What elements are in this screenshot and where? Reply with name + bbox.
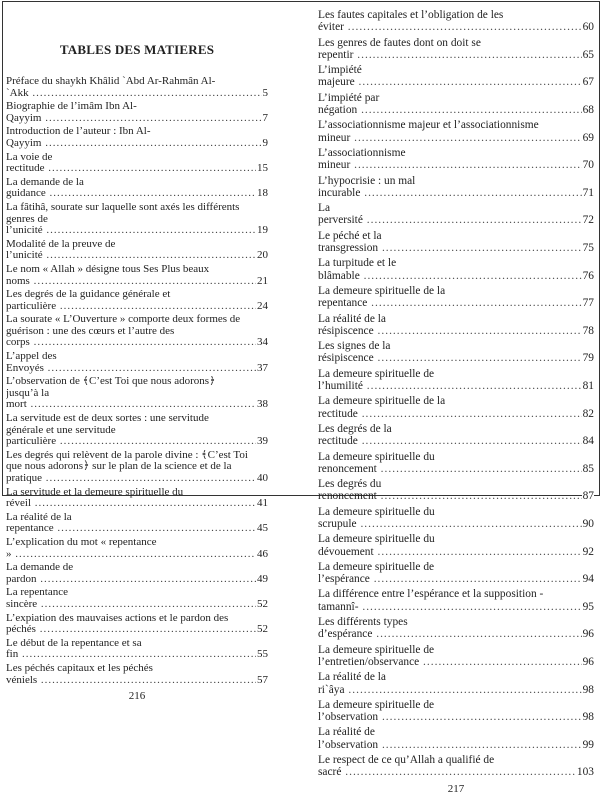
toc-entry-title: L’observation de ﴾C’est Toi que nous adorons﴿ jusqu’à la mort ..... [6, 376, 268, 410]
toc-entry-page: 76 [582, 269, 594, 282]
toc-entry-page: 78 [582, 324, 594, 337]
toc-entry [318, 340, 594, 365]
toc-entry [318, 257, 594, 282]
toc-entry-page: 94 [582, 573, 594, 586]
toc-entry [6, 376, 268, 411]
toc-entry [318, 37, 594, 62]
toc-entry [6, 613, 268, 636]
toc-entry-title: La réalité de la repentance ..... [6, 512, 268, 535]
toc-entry [318, 533, 594, 558]
toc-entry-title: La demeure spirituelle de l’humilité ..... [318, 368, 594, 392]
toc-entry [6, 638, 268, 661]
toc-entry-page: 15 [257, 162, 268, 175]
toc-entry-page: 49 [257, 572, 268, 585]
toc-entry-page: 79 [582, 352, 594, 365]
toc-entry-page: 96 [582, 628, 594, 641]
toc-entry-page: 92 [582, 545, 594, 558]
toc-entry-title: Introduction de l’auteur : Ibn Al-Qayyim ..... [6, 126, 268, 149]
toc-entry [6, 413, 268, 448]
toc-entry-page: 18 [257, 187, 268, 200]
toc-list-right [318, 9, 594, 779]
toc-entry-page: 68 [582, 104, 594, 117]
toc-entry-title: La demeure spirituelle de l’entretien/observance ..... [318, 644, 594, 668]
toc-entry [318, 175, 594, 200]
toc-entry-title: L’associationnisme mineur ..... [318, 147, 594, 171]
toc-entry [318, 64, 594, 89]
toc-entry [6, 239, 268, 262]
page-title: TABLES DES MATIERES [59, 42, 215, 57]
toc-entry-page: 7 [262, 111, 268, 124]
toc-entry [318, 313, 594, 338]
toc-entry [318, 561, 594, 586]
toc-entry-page: 99 [582, 738, 594, 751]
toc-entry [6, 587, 268, 610]
toc-entry [318, 451, 594, 476]
toc-entry-title: La réalité de l’observation ..... [318, 726, 594, 750]
toc-entry-title: Les degrés de la rectitude ..... [318, 423, 594, 447]
toc-entry-title: La demeure spirituelle de la rectitude ..... [318, 395, 594, 419]
toc-entry [6, 663, 268, 686]
toc-entry-title: La demeure spirituelle de la repentance ..... [318, 285, 594, 309]
toc-entry-page: 82 [582, 407, 594, 420]
toc-entry [6, 177, 268, 200]
toc-entry-title: La sourate « L’Ouverture » comporte deux formes de guérison : une des cœurs et l’autre des corps ..... [6, 314, 268, 348]
toc-entry [6, 562, 268, 585]
toc-entry-title: La réalité de la résipiscence ..... [318, 313, 594, 337]
toc-entry-page: 52 [257, 623, 268, 636]
toc-entry-title: La demeure spirituelle de l’espérance ..... [318, 561, 594, 585]
toc-entry-page: 85 [582, 462, 594, 475]
toc-entry-title: Les signes de la résipiscence ..... [318, 340, 594, 364]
toc-entry-page: 65 [582, 48, 594, 61]
toc-entry-title: L’impiété par négation ..... [318, 92, 594, 116]
toc-entry-title: L’impiété majeure ..... [318, 64, 594, 88]
toc-entry-title: Le début de la repentance et sa fin ..... [6, 638, 268, 661]
toc-entry-page: 84 [582, 435, 594, 448]
toc-entry [6, 512, 268, 535]
toc-entry-title: La réalité de la ri`âya ..... [318, 671, 594, 695]
toc-entry-title: La repentance sincère ..... [6, 587, 268, 610]
toc-entry [318, 147, 594, 172]
toc-entry-title: La demeure spirituelle de l’observation ..... [318, 699, 594, 723]
toc-entry-page: 69 [582, 131, 594, 144]
right-page [318, 9, 594, 795]
toc-entry-page: 98 [582, 711, 594, 724]
toc-entry [318, 671, 594, 696]
toc-entry-title: Les degrés du renoncement ..... [318, 478, 594, 502]
toc-entry [6, 126, 268, 149]
toc-entry [318, 119, 594, 144]
toc-entry-page: 39 [257, 435, 268, 448]
toc-entry [6, 152, 268, 175]
toc-entry-title: Modalité de la preuve de l’unicité ..... [6, 239, 268, 262]
toc-entry-page: 24 [257, 299, 268, 312]
toc-entry [318, 726, 594, 751]
toc-entry-title: La servitude est de deux sortes : une servitude générale et une servitude particulière ..... [6, 413, 268, 447]
toc-entry-page: 60 [582, 21, 594, 34]
toc-entry-page: 38 [257, 398, 268, 411]
toc-entry [318, 423, 594, 448]
toc-entry [318, 368, 594, 393]
toc-entry-title: La fâtihâ, sourate sur laquelle sont axés les différents genres de l’unicité ..... [6, 202, 268, 236]
toc-entry [6, 487, 268, 510]
toc-entry-page: 75 [582, 242, 594, 255]
toc-entry-title: Les degrés de la guidance générale et particulière ..... [6, 289, 268, 312]
toc-entry [6, 264, 268, 287]
toc-entry-page: 52 [257, 597, 268, 610]
toc-entry [318, 202, 594, 227]
toc-entry-title: La turpitude et le blâmable ..... [318, 257, 594, 281]
toc-entry-page: 57 [257, 673, 268, 686]
toc-entry [318, 699, 594, 724]
toc-entry-title: L’hypocrisie : un mal incurable ..... [318, 175, 594, 199]
toc-entry-title: La demeure spirituelle du renoncement ..... [318, 451, 594, 475]
toc-entry-title: La demeure spirituelle du scrupule ..... [318, 506, 594, 530]
toc-entry-title: L’appel des Envoyés ..... [6, 351, 268, 374]
toc-list-left [6, 76, 268, 686]
toc-entry-page: 46 [257, 547, 268, 560]
toc-entry-page: 90 [582, 517, 594, 530]
toc-entry [6, 537, 268, 560]
toc-entry-page: 87 [582, 490, 594, 503]
toc-entry [318, 616, 594, 641]
toc-entry-page: 55 [257, 648, 268, 661]
toc-entry [318, 478, 594, 503]
toc-entry [6, 314, 268, 349]
toc-entry-page: 95 [582, 600, 594, 613]
toc-entry-page: 21 [257, 274, 268, 287]
toc-entry [6, 76, 268, 99]
toc-entry-page: 81 [582, 380, 594, 393]
toc-entry-title: Préface du shaykh Khâlid `Abd Ar-Rahmân Al-`Akk ..... [6, 76, 268, 99]
toc-entry [318, 9, 594, 34]
toc-entry-page: 70 [582, 159, 594, 172]
toc-entry-page: 9 [262, 136, 268, 149]
toc-entry [318, 92, 594, 117]
toc-entry-title: Biographie de l’imâm Ibn Al-Qayyim ..... [6, 101, 268, 124]
toc-entry-page: 45 [257, 522, 268, 535]
toc-entry-title: La demande de la guidance ..... [6, 177, 268, 200]
toc-entry-page: 77 [582, 297, 594, 310]
toc-entry [6, 202, 268, 237]
page-number-left: 216 [128, 690, 146, 703]
toc-entry [318, 395, 594, 420]
toc-entry-title: Les fautes capitales et l’obligation de les éviter ..... [318, 9, 594, 33]
toc-entry-page: 96 [582, 655, 594, 668]
toc-entry-page: 67 [582, 76, 594, 89]
page-number-right: 217 [447, 782, 465, 795]
toc-entry [6, 289, 268, 312]
toc-entry [318, 230, 594, 255]
toc-entry-title: La servitude et la demeure spirituelle du réveil ..... [6, 487, 268, 510]
toc-entry-title: Le respect de ce qu’Allah a qualifié de sacré ..... [318, 754, 594, 778]
left-page [6, 42, 268, 702]
toc-entry-page: 71 [582, 186, 594, 199]
toc-entry-title: La différence entre l’espérance et la supposition -tamannî- ..... [318, 588, 594, 612]
toc-entry-title: La demeure spirituelle du dévouement ..... [318, 533, 594, 557]
toc-entry-page: 37 [257, 361, 268, 374]
toc-entry-title: L’expiation des mauvaises actions et le pardon des péchés ..... [6, 613, 268, 636]
toc-entry-title: La demande de pardon ..... [6, 562, 268, 585]
toc-entry-title: Les degrés qui relèvent de la parole divine : ﴾C’est Toi que nous adorons﴿ sur le plan de la science et de la pratique ..... [6, 450, 268, 484]
toc-entry-title: Les genres de fautes dont on doit se repentir ..... [318, 37, 594, 61]
toc-entry [6, 450, 268, 485]
toc-entry-page: 72 [582, 214, 594, 227]
toc-entry [318, 754, 594, 779]
toc-entry-title: La perversité ..... [318, 202, 594, 226]
toc-entry [318, 285, 594, 310]
toc-entry-title: L’explication du mot « repentance » ..... [6, 537, 268, 560]
toc-entry-page: 20 [257, 249, 268, 262]
toc-entry-page: 34 [257, 336, 268, 349]
toc-entry-page: 41 [257, 497, 268, 510]
toc-entry-page: 40 [257, 472, 268, 484]
toc-entry [318, 506, 594, 531]
toc-entry-page: 98 [582, 683, 594, 696]
toc-entry-title: La voie de rectitude ..... [6, 152, 268, 175]
toc-entry [6, 101, 268, 124]
toc-entry [318, 644, 594, 669]
toc-entry-page: 19 [257, 224, 268, 237]
toc-entry-title: L’associationnisme majeur et l’associationnisme mineur ..... [318, 119, 594, 143]
toc-entry-title: Le péché et la transgression ..... [318, 230, 594, 254]
toc-entry-title: Les différents types d’espérance ..... [318, 616, 594, 640]
toc-entry [6, 351, 268, 374]
toc-entry-title: Les péchés capitaux et les péchés véniels ..... [6, 663, 268, 686]
toc-entry-title: Le nom « Allah » désigne tous Ses Plus beaux noms ..... [6, 264, 268, 287]
toc-entry [318, 588, 594, 613]
toc-entry-page: 103 [576, 766, 594, 779]
toc-entry-page: 5 [262, 86, 268, 99]
